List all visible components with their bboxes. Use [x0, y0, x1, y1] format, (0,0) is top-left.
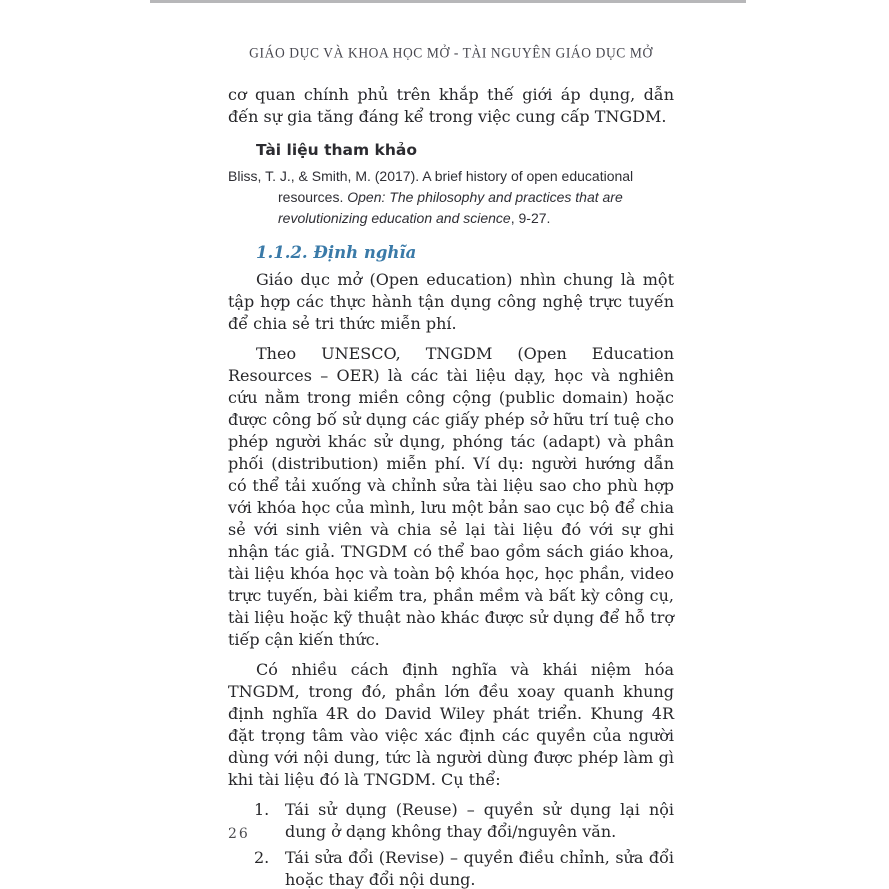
reference-journal-title: Open: The philosophy and practices that are revolutionizing education and science	[278, 189, 623, 226]
paragraph-intro-continuation: cơ quan chính phủ trên khắp thế giới áp dụng, dẫn đến sự gia tăng đáng kể trong việc cung cấp TNGDM.	[228, 85, 674, 126]
list-item-text: Tái sửa đổi (Revise) – quyền điều chỉnh, sửa đổi hoặc thay đổi nội dung.	[285, 848, 674, 889]
page-number: 26	[228, 826, 250, 842]
reference-main-text: Bliss, T. J., & Smith, M. (2017). A brief history of open educational resources.	[228, 168, 634, 205]
running-header: GIÁO DỤC VÀ KHOA HỌC MỞ - TÀI NGUYÊN GIÁO DỤC MỞ	[249, 44, 653, 61]
reference-entry	[228, 166, 674, 229]
list-item-text: Tái sử dụng (Reuse) – quyền sử dụng lại nội dung ở dạng không thay đổi/nguyên văn.	[285, 800, 674, 841]
list-item-revise	[254, 847, 674, 889]
4r-numbered-list	[228, 799, 674, 889]
paragraph-4r-framework: Có nhiều cách định nghĩa và khái niệm hóa TNGDM, trong đó, phần lớn đều xoay quanh khung định nghĩa 4R do David Wiley phát triển. Khung 4R đặt trọng tâm vào việc xác định các quyền của người dùng với nội dung, tức là người dùng được phép làm gì khi tài liệu đó là TNGDM. Cụ thể:	[228, 660, 674, 789]
reference-pages: , 9-27.	[510, 210, 551, 226]
book-page	[150, 0, 746, 889]
paragraph-unesco-definition: Theo UNESCO, TNGDM (Open Education Resources – OER) là các tài liệu dạy, học và nghiên cứu nằm trong miền công cộng (public domain) hoặc được công bố sử dụng các giấy phép sở hữu trí tuệ cho phép người khác sử dụng, phóng tác (adapt) và phân phối (distribution) miễn phí. Ví dụ: người hướng dẫn có thể tải xuống và chỉnh sửa tài liệu sao cho phù hợp với khóa học của mình, lưu một bản sao cục bộ để chia sẻ với sinh viên và chia sẻ lại tài liệu đó với sự ghi nhận tác giả. TNGDM có thể bao gồm sách giáo khoa, tài liệu khóa học và toàn bộ khóa học, học phần, video trực tuyến, bài kiểm tra, phần mềm và bất kỳ công cụ, tài liệu hoặc kỹ thuật nào khác được sử dụng để hỗ trợ tiếp cận kiến thức.	[228, 344, 674, 649]
section-heading-dinh-nghia: 1.1.2. Định nghĩa	[256, 243, 417, 262]
paragraph-open-education: Giáo dục mở (Open education) nhìn chung là một tập hợp các thực hành tận dụng công nghệ trực tuyến để chia sẻ tri thức miễn phí.	[228, 270, 674, 333]
references-heading: Tài liệu tham khảo	[256, 141, 417, 159]
list-item-reuse	[254, 799, 674, 843]
list-item-number: 2.	[254, 848, 270, 867]
list-item-number: 1.	[254, 800, 270, 819]
